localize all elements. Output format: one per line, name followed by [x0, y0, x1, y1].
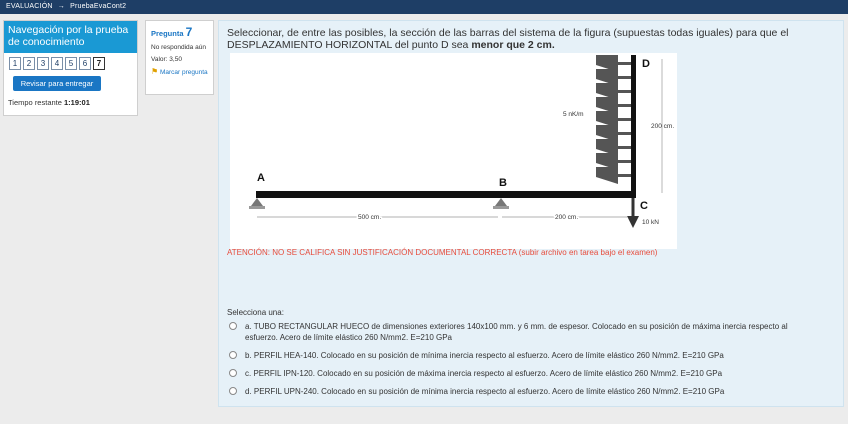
option-b[interactable] [229, 350, 805, 361]
option-a-radio[interactable] [229, 322, 237, 330]
breadcrumb-evaluacion[interactable]: EVALUACIÓN [6, 3, 53, 10]
horizontal-bar [256, 191, 636, 198]
question-button-2[interactable]: 2 [23, 57, 35, 70]
timer-label: Tiempo restante [8, 98, 62, 107]
support-b-icon [495, 198, 507, 206]
question-text-main: Seleccionar, de entre las posibles, la sección de las barras del sistema de la figura (supuestas todas iguales) para que el DESPLAZAMIENTO HORIZONTAL del punto D sea [227, 27, 789, 51]
top-bar [0, 0, 848, 14]
question-content [218, 20, 844, 407]
question-number [151, 25, 208, 39]
label-d: D [642, 58, 650, 70]
flag-icon: ⚑ [151, 67, 159, 76]
load-label: 5 nK/m [563, 111, 584, 118]
question-info-block [145, 20, 214, 95]
distributed-load-arrows [596, 55, 632, 184]
label-c: C [640, 200, 648, 212]
time-remaining [8, 98, 137, 107]
question-button-6[interactable]: 6 [79, 57, 91, 70]
question-button-4[interactable]: 4 [51, 57, 63, 70]
question-buttons [4, 53, 137, 70]
breadcrumb-prueba[interactable]: PruebaEvaCont2 [70, 3, 127, 10]
answer-prompt: Selecciona una: [227, 308, 284, 317]
dim-vertical-label: 200 cm. [651, 123, 675, 130]
label-b: B [499, 177, 507, 189]
flag-question-link[interactable] [151, 68, 208, 77]
quiz-navigation-block [3, 20, 138, 116]
warning-text: ATENCIÓN: NO SE CALIFICA SIN JUSTIFICACIÓN DOCUMENTAL CORRECTA (subir archivo en tarea bajo el examen) [227, 248, 658, 257]
breadcrumb-separator: → [57, 3, 65, 10]
dim-200-label: 200 cm. [555, 214, 579, 221]
label-a: A [257, 172, 265, 184]
point-load-label: 10 kN [642, 219, 659, 226]
support-a-icon [251, 198, 263, 206]
question-value: Valor: 3,50 [151, 56, 182, 63]
option-c[interactable] [229, 368, 805, 379]
question-state: No respondida aún [151, 44, 206, 51]
option-a[interactable] [229, 321, 805, 343]
question-button-7[interactable]: 7 [93, 57, 105, 70]
question-button-3[interactable]: 3 [37, 57, 49, 70]
question-text [227, 27, 827, 51]
dim-500-label: 500 cm. [358, 214, 382, 221]
review-submit-button[interactable]: Revisar para entregar [13, 76, 101, 91]
vertical-bar [631, 55, 636, 198]
option-b-label[interactable]: b. PERFIL HEA-140. Colocado en su posición de mínima inercia respecto al esfuerzo. Acero de límite elástico 260 N/mm2. E=210 GPa [245, 351, 724, 360]
timer-value: 1:19:01 [64, 98, 90, 107]
flag-label: Marcar pregunta [159, 69, 208, 76]
question-label: Pregunta [151, 29, 184, 38]
option-a-label[interactable]: a. TUBO RECTANGULAR HUECO de dimensiones exteriores 140x100 mm. y 6 mm. de espesor. Colocado en su posición de máxima inercia respecto al esfuerzo. Acero de límite elástico 260 N/mm2. E=210 GPa [245, 322, 788, 342]
option-c-label[interactable]: c. PERFIL IPN-120. Colocado en su posición de máxima inercia respecto al esfuerzo. Acero de límite elástico 260 N/mm2. E=210 GPa [245, 369, 723, 378]
point-load-arrow-icon [627, 216, 639, 228]
question-button-5[interactable]: 5 [65, 57, 77, 70]
option-b-radio[interactable] [229, 351, 237, 359]
option-c-radio[interactable] [229, 369, 237, 377]
option-d-label[interactable]: d. PERFIL UPN-240. Colocado en su posición de mínima inercia respecto al esfuerzo. Acero de límite elástico 260 N/mm2. E=210 GPa [245, 387, 725, 396]
quiz-navigation-title: Navegación por la prueba de conocimiento [4, 21, 137, 53]
question-button-1[interactable]: 1 [9, 57, 21, 70]
option-d[interactable] [229, 386, 805, 397]
question-text-bold: menor que 2 cm. [471, 39, 555, 51]
question-number-value: 7 [185, 25, 193, 39]
structure-figure [230, 53, 677, 249]
option-d-radio[interactable] [229, 387, 237, 395]
